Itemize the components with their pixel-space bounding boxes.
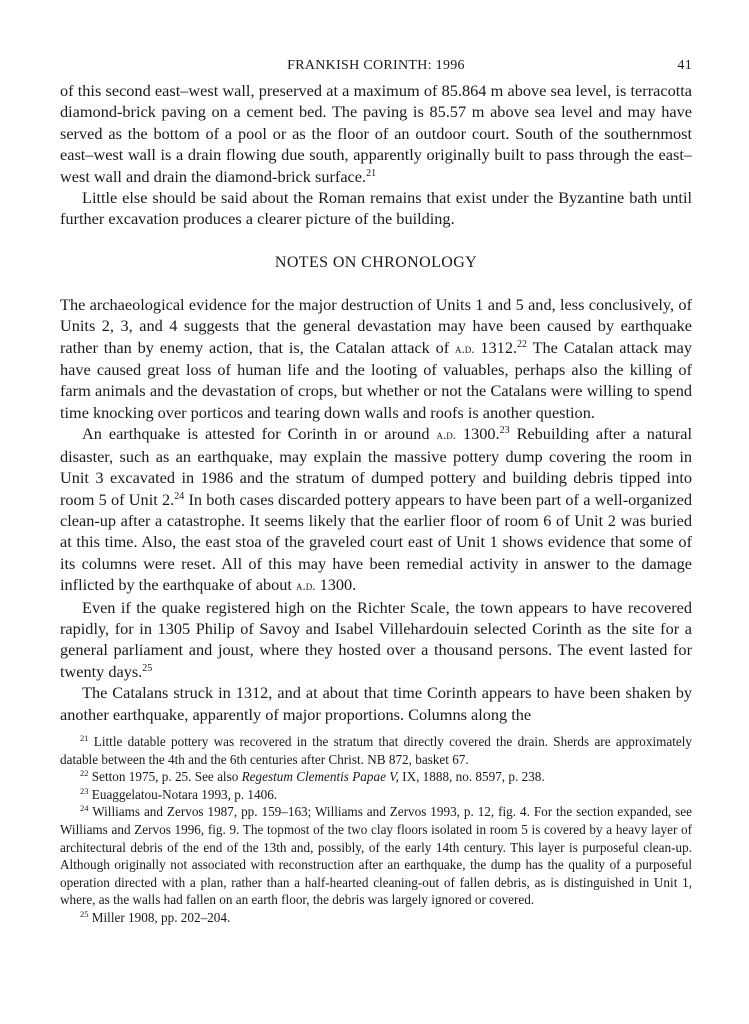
paragraph-text: Little else should be said about the Roman remains that exist under the Byzantine bath until further excavation produces a clearer picture of the building. [60,188,692,229]
paragraph [60,187,692,230]
paragraph-text: 1312. [480,337,518,357]
footnote [60,768,692,786]
paragraph-text: Rebuilding after a natural disaster, such as an earthquake, may explain the massive pottery dump covering the room in Unit 3 excavated in 1986 and the stratum of dumped pottery and building debris tipped into room 5 of Unit 2. [60,424,693,509]
footnote-title: Regestum Clementis Papae V, [241,769,399,785]
footnote [60,786,692,804]
era-abbrev: a.d. [455,340,475,356]
footnote-number: 23 [80,785,89,796]
paragraph-text: 1300. [462,424,500,444]
running-header [60,54,692,80]
paragraph-text: The Catalan attack may have caused great loss of human life and the looting of valuables, perhaps also the killing of farm animals and the devastation of crops, but whether or not the Catalans were willing to spend time knocking over porticos and tearing down walls and roofs is another question. [60,337,693,422]
paragraph-text: Even if the quake registered high on the Richter Scale, the town appears to have recovered rapidly, for in 1305 Philip of Savoy and Isabel Villehardouin selected Corinth as the site for a general parliament and joust, where they hosted over a thousand persons. The event lasted for twenty days. [60,597,692,681]
paragraph-text: An earthquake is attested for Corinth in or around [82,424,430,444]
paragraph [60,682,692,725]
footnote-ref: 21 [366,167,377,179]
paragraph [60,80,692,187]
footnote-number: 21 [80,732,89,743]
paragraph [60,294,692,423]
footnote [60,733,692,768]
footnote-ref: 24 [174,490,185,502]
footnote-ref: 22 [517,338,528,350]
page [60,54,692,927]
paragraph-text: The archaeological evidence for the major destruction of Units 1 and 5 and, less conclusively, of Units 2, 3, and 4 suggests that the general devastation may have been caused by earthquake rather than by enemy action, that is, the Catalan attack of [60,294,692,357]
footnote-ref: 25 [142,662,153,674]
footnote-number: 22 [80,768,89,779]
footnote-number: 24 [80,803,89,814]
footnote-text: Miller 1908, pp. 202–204. [91,909,231,925]
footnote [60,803,692,909]
paragraph-text: 1300. [319,575,357,595]
era-abbrev: a.d. [436,427,457,443]
paragraph-text: The Catalans struck in 1312, and at about that time Corinth appears to have been shaken by another earthquake, apparently of major proportions. Columns along the [60,683,692,724]
paragraph-text: of this second east–west wall, preserved at a maximum of 85.864 m above sea level, is terracotta diamond-brick paving on a cement bed. The paving is 85.57 m above sea level and may have served as the bottom of a pool or as the floor of an outdoor court. South of the southernmost east–west wall is a drain flowing due south, apparently originally built to pass through the east–west wall and drain the diamond-brick surface. [60,81,692,186]
footnote-text: Little datable pottery was recovered in the stratum that directly covered the drain. Sherds are approximately datable between the 4th and the 6th centuries after Christ. NB 872, basket 67. [60,733,693,767]
page-number: 41 [677,58,692,73]
footnotes [60,733,692,927]
footnote-number: 25 [80,908,89,919]
footnote-text: Williams and Zervos 1987, pp. 159–163; Williams and Zervos 1993, p. 12, fig. 4. For the section expanded, see Williams and Zervos 1996, fig. 9. The topmost of the two clay floors isolated in room 5 is covered by a heavy layer of architectural debris of the end of the 13th and, possibly, of the early 14th century. This layer is purposeful clean-up. Although originally not associated with reconstruction after an earthquake, the dump has the quality of a purposeful operation directed with a plan, rather than a half-hearted cleaning-out of fallen debris, as is distinguished in Unit 1, where, as the walls had fallen on an earth floor, the debris was largely ignored or covered. [60,804,692,908]
paragraph [60,423,692,596]
footnote [60,909,692,927]
footnote-text: Setton 1975, p. 25. See also [91,769,239,785]
paragraph [60,597,692,683]
footnote-text: Euaggelatou-Notara 1993, p. 1406. [91,786,278,802]
body-text [60,80,692,725]
footnote-ref: 23 [499,425,510,437]
footnote-text: IX, 1888, no. 8597, p. 238. [402,769,545,785]
paragraph-text: In both cases discarded pottery appears to have been part of a well-organized clean-up after a catastrophe. It seems likely that the earlier floor of room 6 of Unit 2 was buried at this time. Also, the east stoa of the graveled court east of Unit 1 shows evidence that some of its columns were reset. All of this may have been remedial activity in answer to the damage inflicted by the earthquake of about [60,489,693,595]
running-title: FRANKISH CORINTH: 1996 [287,58,465,73]
era-abbrev: a.d. [296,578,316,594]
section-heading: NOTES ON CHRONOLOGY [274,253,478,271]
